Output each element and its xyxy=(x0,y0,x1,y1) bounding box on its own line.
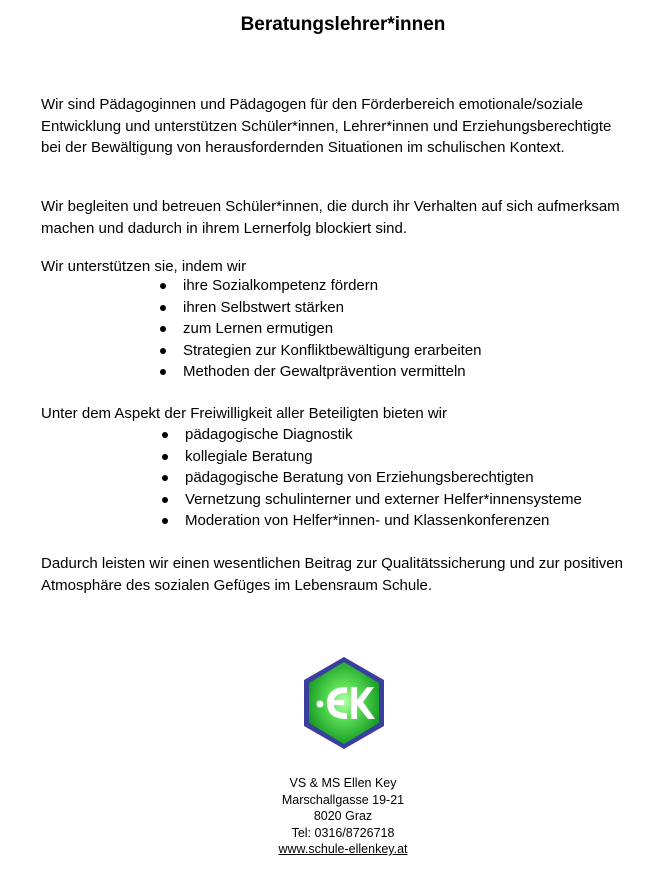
school-contact xyxy=(258,775,428,858)
list-item: Moderation von Helfer*innen- und Klassenkonferenzen xyxy=(161,510,582,532)
list-item: pädagogische Diagnostik xyxy=(161,424,582,446)
list-item: kollegiale Beratung xyxy=(161,446,582,468)
list-item: Strategien zur Konfliktbewältigung erarbeiten xyxy=(159,340,482,362)
list-item: ihre Sozialkompetenz fördern xyxy=(159,275,482,297)
closing-paragraph: Dadurch leisten wir einen wesentlichen Beitrag zur Qualitätssicherung und zur positiven Atmosphäre des sozialen Gefüges im Lebensraum Schule. xyxy=(41,555,623,594)
offer-list xyxy=(161,424,582,532)
offer-list-intro: Unter dem Aspekt der Freiwilligkeit aller Beteiligten bieten wir xyxy=(41,405,448,422)
support-paragraph: Wir begleiten und betreuen Schüler*innen, die durch ihr Verhalten auf sich aufmerksam machen und dadurch in ihrem Lernerfolg blockiert sind. xyxy=(41,198,620,237)
list-item: ihren Selbstwert stärken xyxy=(159,297,482,319)
list-item: Methoden der Gewaltprävention vermitteln xyxy=(159,361,482,383)
list-item: zum Lernen ermutigen xyxy=(159,318,482,340)
page-title: Beratungslehrer*innen xyxy=(240,14,446,35)
list-item: Vernetzung schulinterner und externer Helfer*innensysteme xyxy=(161,489,582,511)
school-name: VS & MS Ellen Key xyxy=(289,776,397,790)
support-list-intro: Wir unterstützen sie, indem wir xyxy=(41,258,247,275)
intro-paragraph: Wir sind Pädagoginnen und Pädagogen für den Förderbereich emotionale/soziale Entwicklung und unterstützen Schüler*innen, Lehrer*innen und Erziehungsberechtigte bei der Bewältigung von herausfordernden Situationen im schulischen Kontext. xyxy=(41,96,612,156)
list-item: pädagogische Beratung von Erziehungsberechtigten xyxy=(161,467,582,489)
school-street: Marschallgasse 19-21 xyxy=(281,792,405,807)
school-city: 8020 Graz xyxy=(313,809,373,823)
school-website-link[interactable]: www.schule-ellenkey.at xyxy=(278,842,408,856)
support-list xyxy=(159,275,482,383)
school-logo xyxy=(303,656,385,750)
hexagon-ek-logo-icon xyxy=(303,656,385,750)
school-phone: Tel: 0316/8726718 xyxy=(291,825,395,840)
